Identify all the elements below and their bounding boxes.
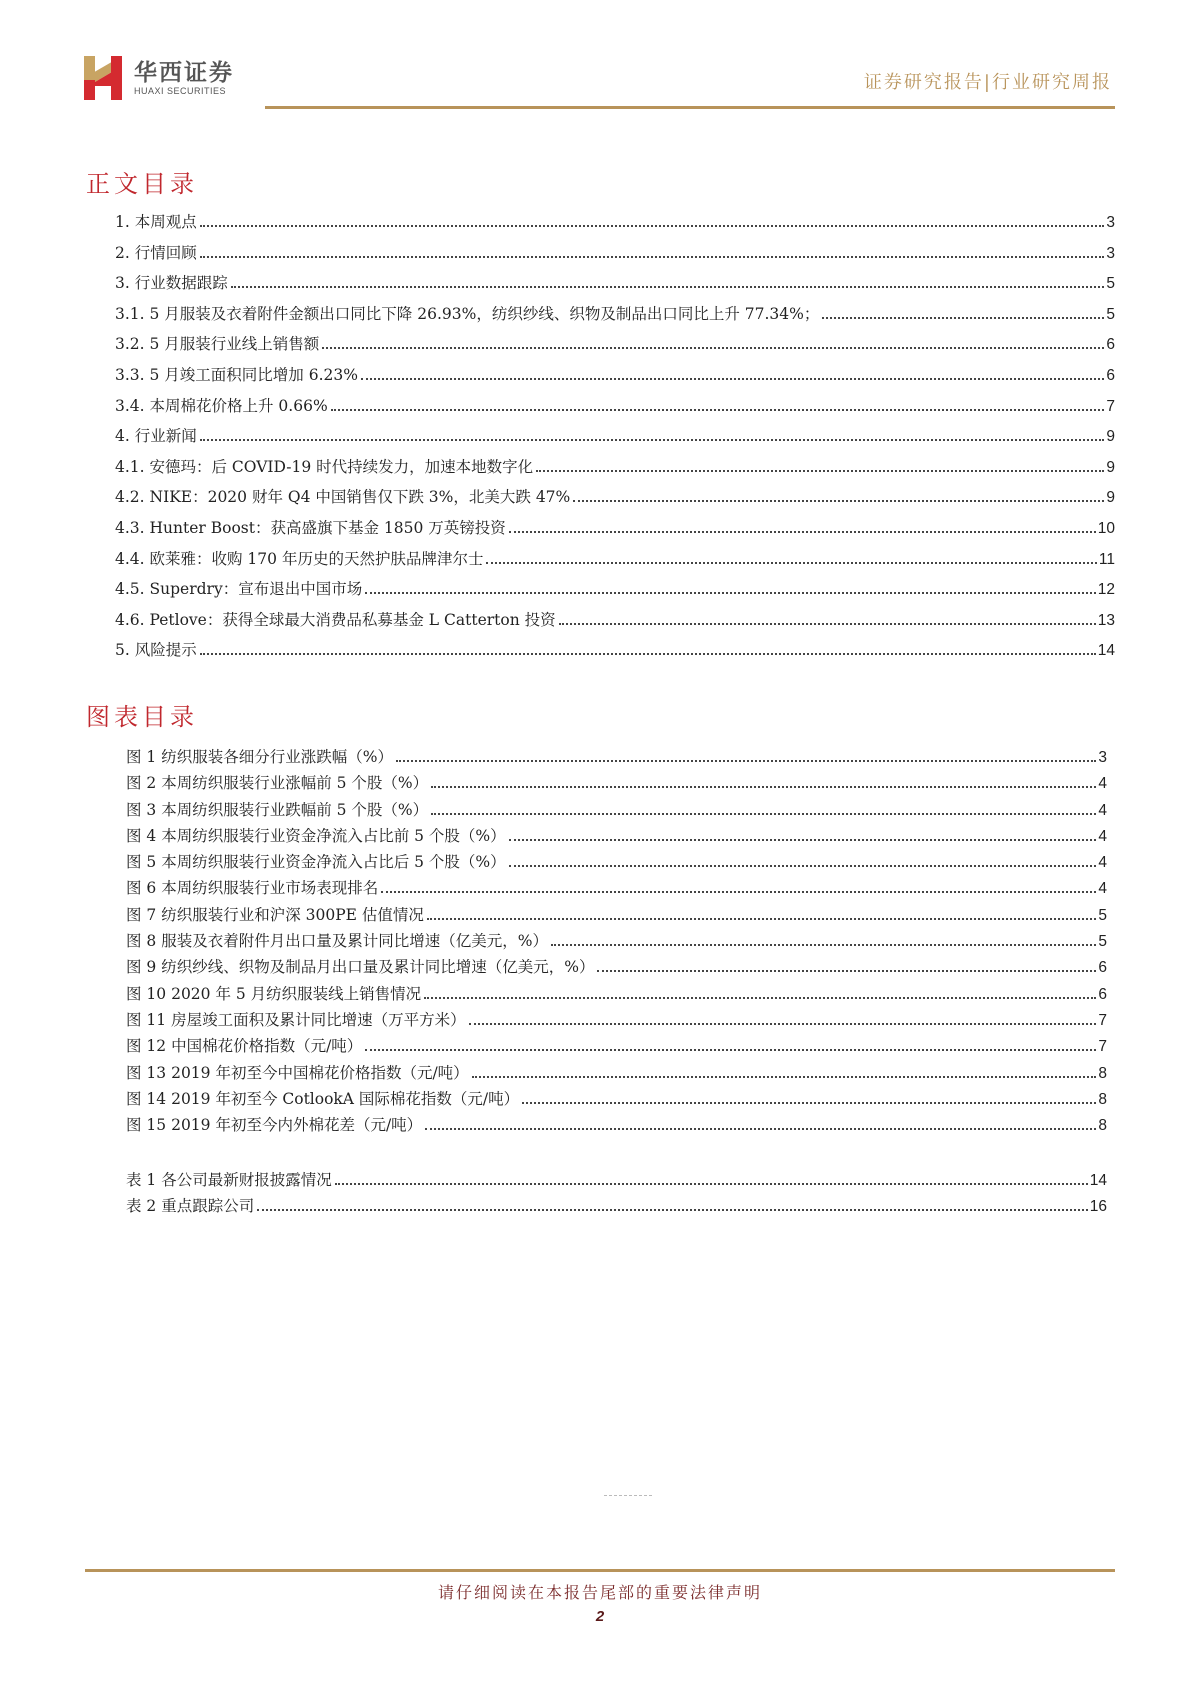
toc-entry-label[interactable]: 图 15 2019 年初至今内外棉花差（元/吨） (126, 1116, 423, 1135)
main-toc-title: 正文目录 (86, 170, 198, 198)
toc-leader-dots (431, 813, 1096, 815)
toc-entry-label[interactable]: 3. 行业数据跟踪 (115, 274, 228, 293)
toc-entry[interactable] (115, 363, 1115, 394)
page-number: 2 (595, 1608, 605, 1625)
toc-entry-label[interactable]: 图 4 本周纺织服装行业资金净流入占比前 5 个股（%） (126, 826, 506, 845)
toc-entry-label[interactable]: 图 7 纺织服装行业和沪深 300PE 估值情况 (126, 905, 424, 924)
toc-leader-dots (231, 286, 1105, 288)
toc-leader-dots (509, 531, 1096, 533)
toc-leader-dots (381, 891, 1096, 893)
toc-entry-label[interactable]: 3.2. 5 月服装行业线上销售额 (115, 335, 320, 354)
toc-entry-page[interactable]: 14 (1089, 1172, 1107, 1189)
toc-leader-dots (331, 409, 1105, 411)
toc-leader-dots (469, 1023, 1097, 1025)
toc-entry-page[interactable]: 7 (1098, 1011, 1107, 1029)
toc-entry[interactable] (126, 876, 1107, 902)
toc-entry[interactable] (126, 1194, 1107, 1220)
figure-toc-title: 图表目录 (86, 703, 198, 731)
toc-entry[interactable] (126, 982, 1107, 1008)
toc-leader-dots (822, 317, 1104, 319)
toc-entry[interactable] (115, 210, 1115, 241)
toc-entry-page[interactable]: 3 (1098, 749, 1107, 766)
toc-entry[interactable] (115, 577, 1115, 608)
toc-entry[interactable] (115, 455, 1115, 486)
toc-entry-page[interactable]: 9 (1106, 428, 1115, 446)
toc-entry-label[interactable]: 图 3 本周纺织服装行业跌幅前 5 个股（%） (126, 800, 429, 819)
toc-entry-label[interactable]: 1. 本周观点 (115, 213, 197, 231)
toc-entry[interactable] (126, 824, 1107, 850)
toc-entry[interactable] (126, 955, 1107, 981)
toc-entry[interactable] (126, 1061, 1107, 1087)
toc-entry-page[interactable]: 9 (1106, 458, 1115, 476)
toc-leader-dots (573, 500, 1104, 502)
toc-leader-dots (427, 918, 1096, 920)
toc-entry-label[interactable]: 4.3. Hunter Boost：获高盛旗下基金 1850 万英镑投资 (115, 518, 506, 537)
toc-entry-label[interactable]: 4.6. Petlove：获得全球最大消费品私募基金 L Catterton 投资 (115, 610, 556, 629)
header-divider (265, 106, 1115, 109)
toc-entry-page[interactable]: 14 (1097, 642, 1115, 660)
toc-leader-dots (424, 997, 1096, 999)
report-type-title: 证券研究报告|行业研究周报 (863, 72, 1112, 93)
toc-entry-label[interactable]: 4.1. 安德玛：后 COVID-19 时代持续发力，加速本地数字化 (115, 457, 534, 476)
toc-leader-dots (486, 562, 1096, 564)
toc-entry-label[interactable]: 图 6 本周纺织服装行业市场表现排名 (126, 879, 379, 898)
toc-leader-dots (365, 1049, 1096, 1051)
toc-leader-dots (200, 225, 1105, 227)
toc-entry-label[interactable]: 表 1 各公司最新财报披露情况 (126, 1171, 332, 1189)
toc-leader-dots (361, 378, 1104, 380)
toc-entry-label[interactable]: 图 5 本周纺织服装行业资金净流入占比后 5 个股（%） (126, 853, 506, 872)
toc-leader-dots (396, 760, 1096, 762)
toc-entry[interactable] (126, 771, 1107, 797)
toc-entry-label[interactable]: 图 13 2019 年初至今中国棉花价格指数（元/吨） (126, 1063, 469, 1082)
toc-entry-label[interactable]: 表 2 重点跟踪公司 (126, 1197, 255, 1215)
toc-entry-page[interactable]: 4 (1098, 801, 1107, 819)
toc-leader-dots (472, 1076, 1097, 1078)
toc-entry-page[interactable]: 11 (1098, 550, 1115, 568)
toc-entry[interactable] (126, 1113, 1107, 1139)
toc-leader-dots (522, 1102, 1096, 1104)
toc-entry-label[interactable]: 3.1. 5 月服装及衣着附件金额出口同比下降 26.93%，纺织纱线、织物及制品出口同比上升 77.34%； (115, 304, 820, 323)
toc-entry-label[interactable]: 4.5. Superdry：宣布退出中国市场 (115, 580, 363, 599)
toc-entry[interactable] (126, 850, 1107, 876)
toc-leader-dots (536, 470, 1104, 472)
toc-entry-page[interactable]: 3 (1106, 244, 1115, 262)
toc-entry-page[interactable]: 4 (1098, 775, 1107, 793)
logo-h-icon (84, 56, 122, 100)
main-toc-list (115, 210, 1115, 669)
toc-entry-page[interactable]: 9 (1106, 489, 1115, 507)
toc-entry-label[interactable]: 3.3. 5 月竣工面积同比增加 6.23% (115, 365, 358, 384)
toc-entry-page[interactable]: 4 (1098, 827, 1107, 845)
toc-entry-label[interactable]: 图 14 2019 年初至今 CotlookA 国际棉花指数（元/吨） (126, 1089, 520, 1108)
toc-entry-page[interactable]: 6 (1098, 985, 1107, 1003)
toc-entry-page[interactable]: 13 (1097, 611, 1115, 629)
toc-leader-dots (200, 439, 1105, 441)
toc-entry[interactable] (126, 1168, 1107, 1194)
toc-leader-dots (425, 1128, 1096, 1130)
figure-toc-list (126, 745, 1107, 1139)
toc-entry[interactable] (115, 547, 1115, 578)
toc-entry-label[interactable]: 图 8 服装及衣着附件月出口量及累计同比增速（亿美元，%） (126, 932, 548, 951)
toc-entry[interactable] (126, 745, 1107, 771)
toc-entry[interactable] (115, 271, 1115, 302)
toc-leader-dots (559, 623, 1096, 625)
toc-entry-page[interactable]: 10 (1097, 519, 1115, 537)
toc-leader-dots (200, 653, 1096, 655)
toc-entry[interactable] (126, 903, 1107, 929)
toc-entry[interactable] (115, 424, 1115, 455)
toc-entry-label[interactable]: 3.4. 本周棉花价格上升 0.66% (115, 396, 328, 415)
toc-entry-label[interactable]: 图 12 中国棉花价格指数（元/吨） (126, 1037, 363, 1056)
toc-entry-label[interactable]: 4.2. NIKE：2020 财年 Q4 中国销售仅下跌 3%，北美大跌 47% (115, 488, 571, 507)
toc-entry-label[interactable]: 2. 行情回顾 (115, 243, 197, 262)
toc-leader-dots (365, 592, 1096, 594)
table-toc-list (126, 1168, 1107, 1220)
toc-entry-page[interactable]: 8 (1098, 1117, 1107, 1135)
toc-entry-page[interactable]: 8 (1098, 1064, 1107, 1082)
footer-divider (85, 1569, 1115, 1572)
legal-disclaimer-note: 请仔细阅读在本报告尾部的重要法律声明 (437, 1583, 762, 1602)
toc-entry[interactable] (115, 485, 1115, 516)
toc-entry-label[interactable]: 图 10 2020 年 5 月纺织服装线上销售情况 (126, 984, 422, 1003)
toc-entry[interactable] (115, 302, 1115, 333)
toc-leader-dots (509, 839, 1097, 841)
toc-entry-label[interactable]: 4. 行业新闻 (115, 427, 197, 446)
toc-leader-dots (200, 256, 1105, 258)
toc-leader-dots (322, 347, 1104, 349)
toc-entry-page[interactable]: 12 (1097, 581, 1115, 599)
toc-entry-page[interactable]: 6 (1106, 366, 1115, 384)
toc-entry[interactable] (115, 638, 1115, 669)
toc-entry-page[interactable]: 4 (1098, 880, 1107, 898)
toc-entry-page[interactable]: 7 (1106, 397, 1115, 415)
toc-entry[interactable] (126, 929, 1107, 955)
toc-leader-dots (431, 786, 1096, 788)
toc-leader-dots (257, 1209, 1088, 1211)
huaxi-logo (84, 56, 234, 100)
toc-entry[interactable] (126, 1087, 1107, 1113)
toc-entry[interactable] (115, 332, 1115, 363)
toc-entry[interactable] (126, 1008, 1107, 1034)
toc-entry[interactable] (126, 798, 1107, 824)
logo-en-name: HUAXI SECURITIES (134, 86, 227, 96)
toc-entry[interactable] (115, 394, 1115, 425)
logo-cn-name: 华西证券 (134, 59, 234, 86)
toc-entry-page[interactable]: 5 (1106, 305, 1115, 323)
toc-leader-dots (551, 944, 1096, 946)
toc-entry[interactable] (115, 516, 1115, 547)
toc-entry-page[interactable]: 4 (1098, 854, 1107, 872)
toc-entry-label[interactable]: 图 1 纺织服装各细分行业涨跌幅（%） (126, 748, 393, 766)
toc-entry-page[interactable]: 6 (1098, 959, 1107, 977)
toc-leader-dots (509, 865, 1097, 867)
toc-leader-dots (335, 1183, 1088, 1185)
toc-entry-page[interactable]: 16 (1089, 1198, 1107, 1215)
page-mark (604, 1495, 652, 1496)
toc-entry-page[interactable]: 8 (1098, 1090, 1107, 1108)
toc-entry-label[interactable]: 图 11 房屋竣工面积及累计同比增速（万平方米） (126, 1010, 466, 1029)
toc-entry-page[interactable]: 7 (1098, 1038, 1107, 1056)
toc-entry-page[interactable]: 5 (1106, 275, 1115, 293)
toc-entry[interactable] (115, 608, 1115, 639)
toc-entry-label[interactable]: 图 2 本周纺织服装行业涨幅前 5 个股（%） (126, 774, 429, 793)
toc-entry-label[interactable]: 4.4. 欧莱雅：收购 170 年历史的天然护肤品牌津尔士 (115, 549, 484, 568)
toc-entry-page[interactable]: 5 (1098, 933, 1107, 951)
toc-entry-label[interactable]: 5. 风险提示 (115, 641, 197, 660)
toc-entry-page[interactable]: 5 (1098, 906, 1107, 924)
toc-entry-label[interactable]: 图 9 纺织纱线、织物及制品月出口量及累计同比增速（亿美元，%） (126, 958, 595, 977)
toc-entry[interactable] (115, 241, 1115, 272)
toc-entry-page[interactable]: 3 (1106, 214, 1115, 231)
toc-entry-page[interactable]: 6 (1106, 336, 1115, 354)
toc-entry[interactable] (126, 1034, 1107, 1060)
toc-leader-dots (597, 970, 1096, 972)
